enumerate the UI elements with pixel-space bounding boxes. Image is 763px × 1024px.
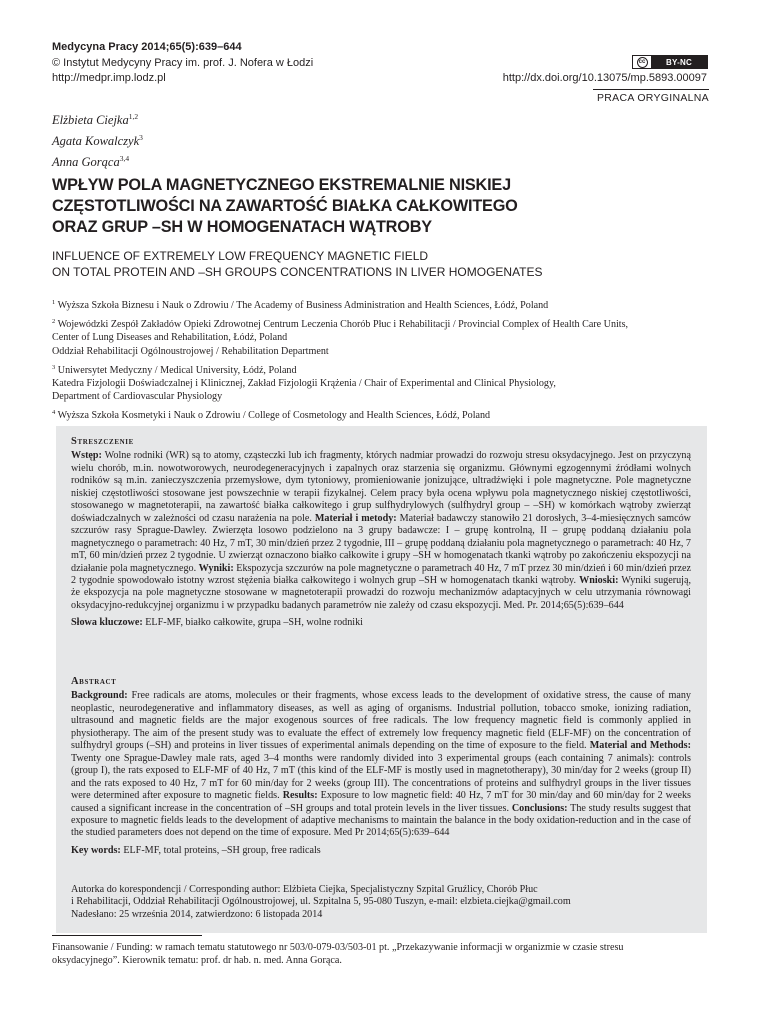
affiliations [52,296,712,426]
author: Agata Kowalczyk$^3$ [52,133,143,148]
title-polish: WPŁYW POLA MAGNETYCZNEGO EKSTREMALNIE NISKIEJ CZĘSTOTLIWOŚCI NA ZAWARTOŚĆ BIAŁKA CAŁKOWITEGO ORAZ GRUP –SH W HOMOGENATACH WĄTROBY [52,176,518,236]
abstract-keywords: Key words: ELF-MF, total proteins, –SH group, free radicals [71,844,321,856]
journal-citation: Medycyna Pracy 2014;65(5):639–644 [52,41,242,53]
abstract-heading: Abstract [71,676,117,687]
abstract-body: Background: Free radicals are atoms, molecules or their fragments, whose excess leads to the development of oxidative stress, the cause of many neoplastic, neurodegenerative and inflammatory diseases, as well as aging of organisms. Industrial pollution, tobacco smoke, ionizing radiation, ultrasound and magnetic fields are the major exogenous sources of free radicals. The low frequency magnetic field is commonly applied in physiotherapy. The aim of the present study was to evaluate the effect of extremely low frequency magnetic field (ELF-MF) on the concentration of sulfhydryl groups (–SH) and proteins in liver tissues of experimental animals depending on the time of exposure to the field. Material and Methods: Twenty one Sprague-Dawley male rats, aged 3–4 months were randomly divided into 3 experimental groups (each containing 7 animals): controls (group I), the rats exposed to ELF-MF of 40 Hz, 7 mT (this kind of the ELF-MF is mostly used in magnetotherapy), 30 min/day for 2 weeks (group II) and the rats exposed to 40 Hz, 7 mT for 60 min/day for 2 weeks (group III). The concentrations of proteins and sulfhydryl groups in the liver tissues were determined after exposure to magnetic fields. Results: Exposure to low magnetic field: 40 Hz, 7 mT for 30 min/day and 60 min/day for 2 weeks caused a significant increase in the concentration of –SH groups and total protein levels in the liver tissues. Conclusions: The study results suggest that exposure to magnetic fields leads to the development of adaptive mechanisms to maintain the balance in the body oxidation-reduction and in the case of the studied parameters does not depend on the time of exposure. Med Pr 2014;65(5):639–644 [71,690,691,839]
funding-footnote: Finansowanie / Funding: w ramach tematu statutowego nr 503/0-079-03/503-01 pt. „Przekazywanie informacji w organizmie w czasie stresu oksydacyjnego”. Kierownik tematu: prof. dr hab. n. med. Anna Gorąca. [52,942,624,966]
creative-commons-icon: cc [633,56,651,68]
streszczenie-heading: Streszczenie [71,436,134,447]
copyright-line: © Instytut Medycyny Pracy im. prof. J. Nofera w Łodzi [52,56,314,69]
streszczenie-keywords: Słowa kluczowe: ELF-MF, białko całkowite, grupa –SH, wolne rodniki [71,617,363,629]
article-type-rule [593,89,709,90]
author-list [52,108,143,171]
footnote-rule [52,935,202,936]
affiliation: $^3$ Uniwersytet Medyczny / Medical University, Łódź, Poland Katedra Fizjologii Doświadczalnej i Klinicznej, Zakład Fizjologii Krążenia / Chair of Experimental and Clinical Physiology, Department of Cardiovascular Physiology [52,363,556,403]
author: Anna Gorąca$^{3,4}$ [52,154,130,169]
streszczenie-section [71,436,691,630]
license-badge[interactable] [632,55,708,69]
title-english: INFLUENCE OF EXTREMELY LOW FREQUENCY MAGNETIC FIELD ON TOTAL PROTEIN AND –SH GROUPS CONCENTRATIONS IN LIVER HOMOGENATES [52,249,543,279]
license-label: BY-NC [651,56,707,68]
affiliation: $^2$ Wojewódzki Zespół Zakładów Opieki Zdrowotnej Centrum Leczenia Chorób Płuc i Rehabilitacji / Provincial Complex of Health Care Units, Center of Lung Diseases and Rehabilitation, Łódź, Poland Oddział Rehabilitacji Ogólnoustrojowej / Rehabilitation Department [52,318,629,357]
journal-url[interactable]: http://medpr.imp.lodz.pl [52,72,166,84]
article-type: PRACA ORYGINALNA [597,92,709,104]
journal-header [52,40,313,87]
abstract-section [71,676,691,857]
streszczenie-body: Wstęp: Wolne rodniki (WR) są to atomy, cząsteczki lub ich fragmenty, których nadmiar prowadzi do rozwoju stresu oksydacyjnego. Jest on przyczyną wielu chorób, m.in. nowotworowych, neurodegeneracyjnych i zapalnych oraz starzenia się organizmu. Głównymi egzogennymi źródłami wolnych rodników są m.in. zanieczyszczenia przemysłowe, dym tytoniowy, promieniowanie jonizujące, ultradźwięki i pole magnetyczne. Pole magnetyczne niskiej częstotliwości stosowane jest powszechnie w terapii fizykalnej. Celem pracy była ocena wpływu pola magnetycznego niskiej częstotliwości, stosowanego w magnetoterapii, na zawartość białka całkowitego i grup sulfhydrylowych (sulfhydryl group – –SH) w komórkach wątroby zwierząt doświadczalnych w zależności od czasu narażenia na pole. Materiał i metody: Materiał badawczy stanowiło 21 dorosłych, 3–4-miesięcznych samców szczurów rasy Sprague-Dawley. Zwierzęta losowo podzielono na 3 grupy badawcze: I – grupę kontrolną, II – grupę poddaną działaniu pola magnetycznego o parametrach: 40 Hz, 7 mT, 30 min/dzień przez 2 tygodnie, III – grupę poddaną działaniu pola magnetycznego o parametrach: 40 Hz, 7 mT, 60 min/dzień przez 2 tygodnie. U zwierząt oznaczono białko całkowite i grupy –SH w homogenatach tkanki wątroby po zakończeniu ekspozycji na działanie pola magnetycznego. Wyniki: Ekspozycja szczurów na pole magnetyczne o parametrach 40 Hz, 7 mT przez 30 min/dzień i 60 min/dzień przez 2 tygodnie spowodowało istotny wzrost stężenia białka całkowitego i wolnych grup –SH w homogenatach tkanki wątroby. Wnioski: Wyniki sugerują, że ekspozycja na pole magnetyczne stosowane w magnetoterapii prowadzi do rozwoju mechanizmów adaptacyjnych w celu utrzymania równowagi oksydacyjno-redukcyjnej organizmu i w przypadku badanych parametrów nie zależy od czasu ekspozycji. Med. Pr. 2014;65(5):639–644 [71,450,692,611]
affiliation: $^1$ Wyższa Szkoła Biznesu i Nauk o Zdrowiu / The Academy of Business Administration and Health Sciences, Łódź, Poland [52,299,549,311]
doi-link[interactable]: http://dx.doi.org/10.13075/mp.5893.00097 [502,72,707,84]
author: Elżbieta Ciejka$^{1,2}$ [52,112,139,127]
affiliation: $^4$ Wyższa Szkoła Kosmetyki i Nauk o Zdrowiu / College of Cosmetology and Health Sciences, Łódź, Poland [52,409,491,422]
correspondence: Autorka do korespondencji / Corresponding author: Elżbieta Ciejka, Specjalistyczny Szpital Gruźlicy, Chorób Płuc i Rehabilitacji, Oddział Rehabilitacji Ogólnoustrojowej, ul. Szpitalna 5, 95-080 Tuszyn, e-mail: elzbieta.ciejka@gmail.com Nadesłano: 25 września 2014, zatwierdzono: 6 listopada 2014 [71,884,571,920]
